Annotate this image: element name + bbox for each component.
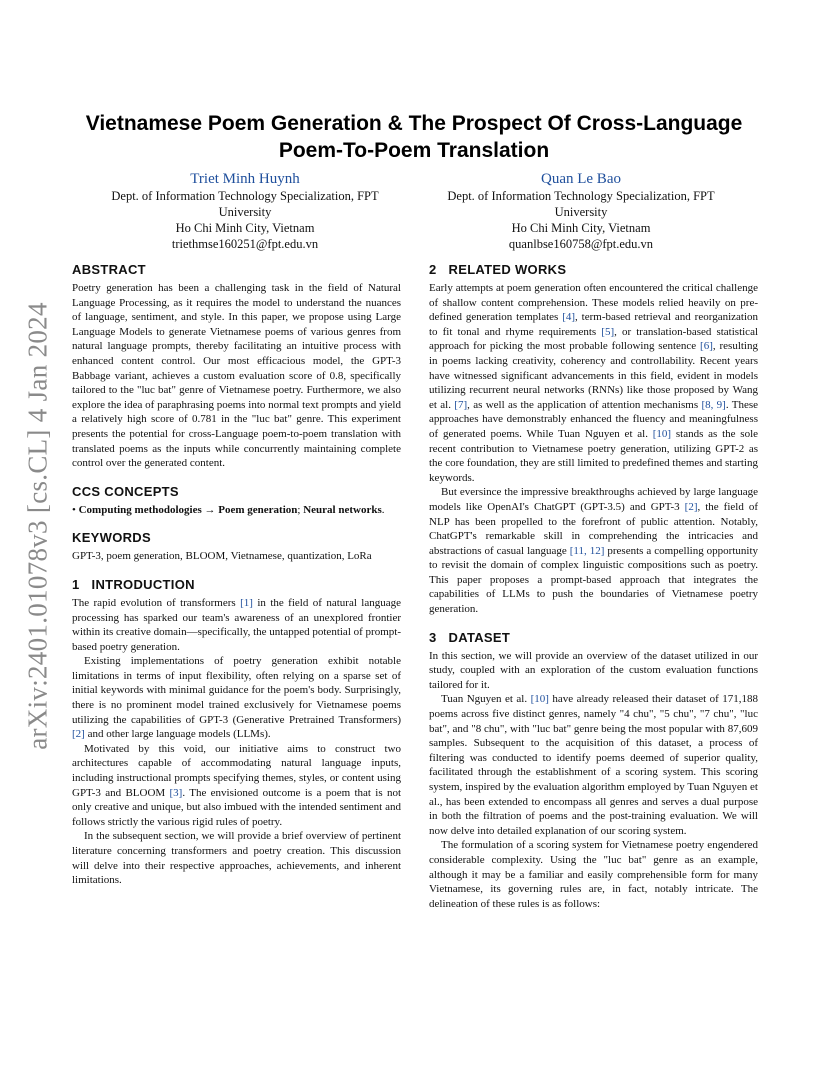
citation-link[interactable]: [7] — [454, 398, 468, 411]
section-title: RELATED WORKS — [448, 262, 567, 277]
author-email: triethmse160251@fpt.edu.vn — [171, 237, 319, 251]
section-number: 3 — [429, 629, 437, 645]
author-name[interactable]: Triet Minh Huynh — [190, 171, 300, 187]
intro-paragraph-1 — [72, 596, 401, 654]
citation-link[interactable]: [5] — [601, 325, 615, 338]
ccs-text — [72, 503, 401, 518]
author-email: quanlbse160758@fpt.edu.vn — [508, 237, 654, 251]
citation-link[interactable]: [8, 9] — [701, 398, 726, 411]
author-block-1 — [90, 170, 400, 252]
text-run: . The envisioned outcome is a poem that is not only creative and unique, but also imbued with the intended sentiment and follows strictly the various rigid rules of poetry. — [72, 786, 401, 828]
author-affiliation: Dept. of Information Technology Specialization, FPT University — [447, 189, 715, 219]
citation-link[interactable]: [3] — [169, 786, 183, 799]
citation-link[interactable]: [4] — [562, 311, 576, 324]
intro-paragraph-4: In the subsequent section, we will provide a brief overview of pertinent literature concerning transformers and poetry creation. This discussion will delve into their respective approaches, achievements, and inherent limitations. — [72, 830, 401, 887]
related-paragraph-2 — [429, 485, 758, 616]
citation-link[interactable]: [6] — [700, 340, 713, 353]
text-run: stands as the sole recent contribution to Vietnamese poetry generation, utilizing GPT-2 as the core foundation, they are still limited to predefined themes and starting keywords. — [429, 427, 759, 484]
text-run: , resulting in poems lacking creativity, coherency and controllability. Recent years have witnessed significant advancements in this field, evident in models utilizing recurrent neural networks (RNNs) like those proposed by Wang et al. — [429, 340, 758, 411]
text-run: , term-based retrieval and reorganization to fit tonal and rhyme requirements — [429, 311, 759, 338]
ccs-part2: Poem generation — [218, 503, 298, 516]
text-run: have already released their dataset of 171,188 poems across five distinct genres, namely "4 chu", "5 chu", "7 chu", "luc bat", and "8 chu", with "luc bat" genre being the most popular with 87,609 samples. Subsequent to the acquisition of this dataset, a process of filtering was conducted to identify poems deemed of superior quality, facilitated through the establishment of a scoring system. This scoring system, inspired by the evaluation algorithm employed by Tuan Nguyen et al., has been extended to encompass all genres and serves a dual purpose in both the filtration of poems and the post-training evaluation. We will now delve into detailed explanation of our scoring system. — [429, 693, 758, 837]
author-city: Ho Chi Minh City, Vietnam — [511, 221, 651, 235]
citation-link[interactable]: [2] — [72, 728, 85, 741]
section-title: DATASET — [448, 629, 511, 645]
section-number: 2 — [429, 262, 437, 277]
text-run: The rapid evolution of transformers — [72, 596, 241, 609]
keywords-text: GPT-3, poem generation, BLOOM, Vietnamese, quantization, LoRa — [72, 550, 372, 563]
right-column — [429, 262, 758, 911]
abstract-text: Poetry generation has been a challenging task in the field of Natural Language Processing, as it requires the model to understand the nuances of language, sentiment, and style. In this paper, we propose using Large Language Models to generate Vietnamese poems of various genres from natural language prompts, thereby facilitating an intuitive process with enhanced content control. Our most efficacious model, the GPT-3 Babbage variant, achieves a custom evaluation score of 0.8, specifically tailored to the "luc bat" genre of Vietnamese poetry. Furthermore, we also explore the idea of paraphrasing poems into normal text prompts and yield a relatively high score of 0.781 in the "luc bat" genre. This experiment presents the potential for cross-Language poem-to-poem translation with translated poems as the inputs while concurrently maintaining complete control over the generated content. — [72, 282, 401, 470]
ccs-part1: Computing methodologies — [78, 503, 202, 516]
dataset-paragraph-2 — [429, 692, 758, 838]
text-run: Tuan Nguyen et al. — [441, 693, 531, 706]
author-affiliation: Dept. of Information Technology Specialization, FPT University — [111, 189, 379, 219]
citation-link[interactable]: [10] — [652, 427, 672, 440]
abstract-heading: ABSTRACT — [72, 262, 146, 277]
text-run: Early attempts at poem generation often encountered the critical challenge of shallow content comprehension. These models relied heavily on pre-defined generation templates — [429, 282, 758, 324]
arxiv-sidebar — [18, 296, 58, 756]
left-column — [72, 262, 401, 888]
text-run: . These approaches have demonstrably enhanced the fluency and meaningfulness of generated poems. While Tuan Nguyen et al. — [429, 398, 758, 440]
author-block-2 — [430, 170, 732, 252]
text-run: and other large language models (LLMs). — [84, 728, 271, 741]
text-run: , as well as the application of attention mechanisms — [467, 398, 702, 411]
ccs-arrow: → — [204, 503, 216, 516]
text-run: presents a compelling opportunity to revisit the domain of complex linguistic compositions such as poetry. This paper proposes a prompt-based approach that integrates the capabilities of LLMs to push the boundaries of Vietnamese poetry generation. — [429, 544, 759, 616]
ccs-sep: ; — [297, 503, 301, 516]
intro-paragraph-3 — [72, 742, 401, 830]
author-name[interactable]: Quan Le Bao — [541, 171, 621, 187]
text-run: Existing implementations of poetry generation exhibit notable limitations in terms of input flexibility, often relying on a sparse set of initial keywords with minimal guidance for the poem's body. Surprisingly, there is no prominent model trained exclusively for Vietnamese poems utilizing the capabilities of GPT-3 (Generative Pretrained Transformers) — [72, 655, 401, 726]
dataset-paragraph-1: In this section, we will provide an overview of the dataset utilized in our study, coupled with an exploration of the custom evaluation functions tailored for it. — [429, 649, 758, 691]
citation-link[interactable]: [10] — [530, 693, 549, 706]
keywords-heading: KEYWORDS — [72, 530, 151, 546]
ccs-end: . — [381, 503, 385, 516]
text-run: , the field of NLP has been propelled to the forefront of public attention. Notably, ChatGPT's remarkable skill in comprehending the intricacies and abstractions of casual language — [429, 500, 758, 557]
author-city: Ho Chi Minh City, Vietnam — [175, 221, 315, 235]
ccs-bullet: • — [72, 503, 76, 516]
ccs-heading: CCS CONCEPTS — [72, 483, 179, 499]
section-number: 1 — [72, 576, 80, 592]
text-run: , or translation-based statistical approach for picking the most probable following sentence — [429, 325, 759, 353]
text-run: Motivated by this void, our initiative aims to construct two architectures capable of accommodating natural language inputs, including instructional prompts specifying themes, styles, or content using GPT-3 and BLOOM — [72, 742, 401, 799]
intro-heading — [72, 577, 401, 593]
paper-title: Vietnamese Poem Generation & The Prospect Of Cross-Language Poem-To-Poem Translation — [85, 112, 743, 162]
citation-link[interactable]: [11, 12] — [569, 544, 605, 557]
citation-link[interactable]: [1] — [240, 596, 253, 609]
intro-paragraph-2 — [72, 654, 401, 742]
dataset-heading — [429, 630, 758, 646]
related-heading — [429, 262, 758, 278]
ccs-part3: Neural networks — [303, 503, 382, 516]
section-title: INTRODUCTION — [91, 576, 195, 592]
related-paragraph-1 — [429, 281, 758, 485]
dataset-paragraph-3: The formulation of a scoring system for Vietnamese poetry engendered considerable complexity. Using the "luc bat" genre as an example, although it may be a familiar and easily comprehensible form for many Vietnamese, its governing rules are, in fact, notably intricate. The delineation of these rules is as follows: — [429, 839, 758, 910]
arxiv-id: arXiv:2401.01078v3 [cs.CL] 4 Jan 2024 — [22, 302, 53, 750]
text-run: But eversince the impressive breakthroughs achieved by large language models like OpenAI's ChatGPT (GPT-3.5) and GPT-3 — [429, 486, 758, 513]
text-run: in the field of natural language processing has sparked our team's awareness of an unexplored frontier within its creative domain—specifically, the untapped potential of prompt-based poetry generation. — [72, 596, 402, 653]
citation-link[interactable]: [2] — [684, 500, 698, 513]
